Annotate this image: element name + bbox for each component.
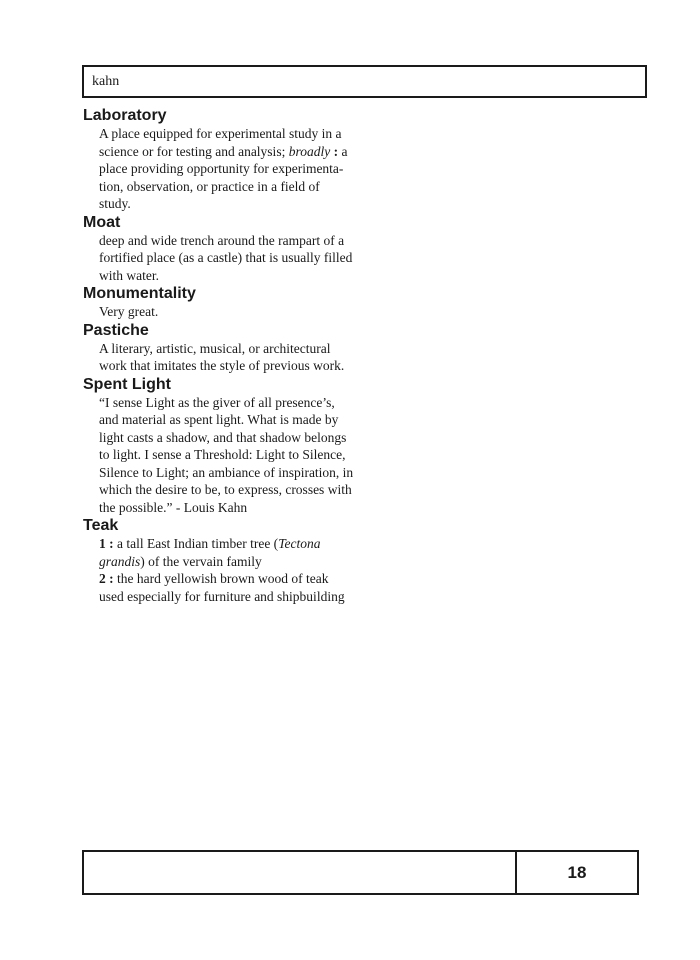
definition-text: a tall East Indian timber tree (	[113, 536, 279, 551]
glossary-definition	[99, 340, 373, 375]
sense-number: 2 :	[99, 571, 114, 586]
definition-line: “I sense Light as the giver of all presence’s,	[99, 394, 335, 410]
running-title: kahn	[92, 74, 120, 89]
definition-line: work that imitates the style of previous work.	[99, 358, 345, 373]
glossary-definition	[99, 303, 373, 321]
glossary-entry-spent-light	[83, 375, 373, 517]
page-footer	[82, 850, 639, 895]
definition-line: and material as spent light. What is made by	[99, 412, 339, 427]
glossary-term: Laboratory	[83, 107, 167, 124]
glossary-entry-pastiche	[83, 321, 373, 375]
definition-line: A place equipped for experimental study in a	[99, 126, 342, 141]
definition-line: fortified place (as a castle) that is usually filled	[99, 250, 353, 265]
glossary-list	[83, 106, 373, 605]
page-number: 18	[567, 862, 587, 882]
glossary-term: Moat	[83, 213, 121, 231]
definition-line	[99, 570, 373, 588]
definition-line: used especially for furniture and shipbuilding	[99, 588, 345, 604]
glossary-term: Monumentality	[83, 285, 196, 302]
definition-line: which the desire to be, to express, crosses with	[99, 482, 352, 497]
footer-blank-cell	[84, 852, 517, 893]
definition-line: study.	[99, 196, 131, 211]
definition-line: A literary, artistic, musical, or architectural	[99, 340, 331, 356]
definition-line: light casts a shadow, and that shadow belongs	[99, 429, 347, 445]
definition-line	[99, 143, 373, 161]
definition-italic-text: grandis	[99, 553, 141, 569]
definition-text: ) of the vervain family	[140, 553, 262, 569]
definition-line	[99, 553, 373, 571]
definition-line: Silence to Light; an ambiance of inspiration, in	[99, 464, 354, 480]
definition-line: with water.	[99, 267, 159, 283]
definition-italic-text: broadly	[288, 143, 331, 159]
definition-line	[99, 535, 373, 553]
glossary-entry-laboratory	[83, 106, 373, 213]
definition-text: science or for testing and analysis;	[99, 143, 289, 159]
definition-line: the possible.” - Louis Kahn	[99, 499, 248, 515]
definition-line: Very great.	[99, 304, 159, 319]
glossary-term: Spent Light	[83, 375, 171, 393]
glossary-definition	[99, 125, 373, 213]
running-header	[82, 65, 647, 98]
glossary-entry-monumentality	[83, 284, 373, 321]
glossary-definition	[99, 232, 373, 285]
definition-italic-text: Tectona	[278, 536, 321, 551]
definition-text: the hard yellowish brown wood of teak	[113, 571, 329, 586]
definition-line: place providing opportunity for experimenta-	[99, 161, 344, 176]
page-number-cell	[517, 852, 637, 893]
glossary-term: Pastiche	[83, 321, 149, 339]
definition-text: a	[341, 143, 348, 159]
definition-bold-colon: :	[330, 143, 342, 159]
glossary-entry-teak	[83, 516, 373, 605]
glossary-definition	[99, 394, 373, 517]
glossary-definition	[99, 535, 373, 605]
glossary-term: Teak	[83, 517, 119, 534]
definition-line: tion, observation, or practice in a field of	[99, 178, 320, 194]
definition-line: to light. I sense a Threshold: Light to Silence,	[99, 447, 346, 462]
definition-line: deep and wide trench around the rampart of a	[99, 232, 345, 248]
glossary-entry-moat	[83, 213, 373, 285]
sense-number: 1 :	[99, 536, 114, 551]
